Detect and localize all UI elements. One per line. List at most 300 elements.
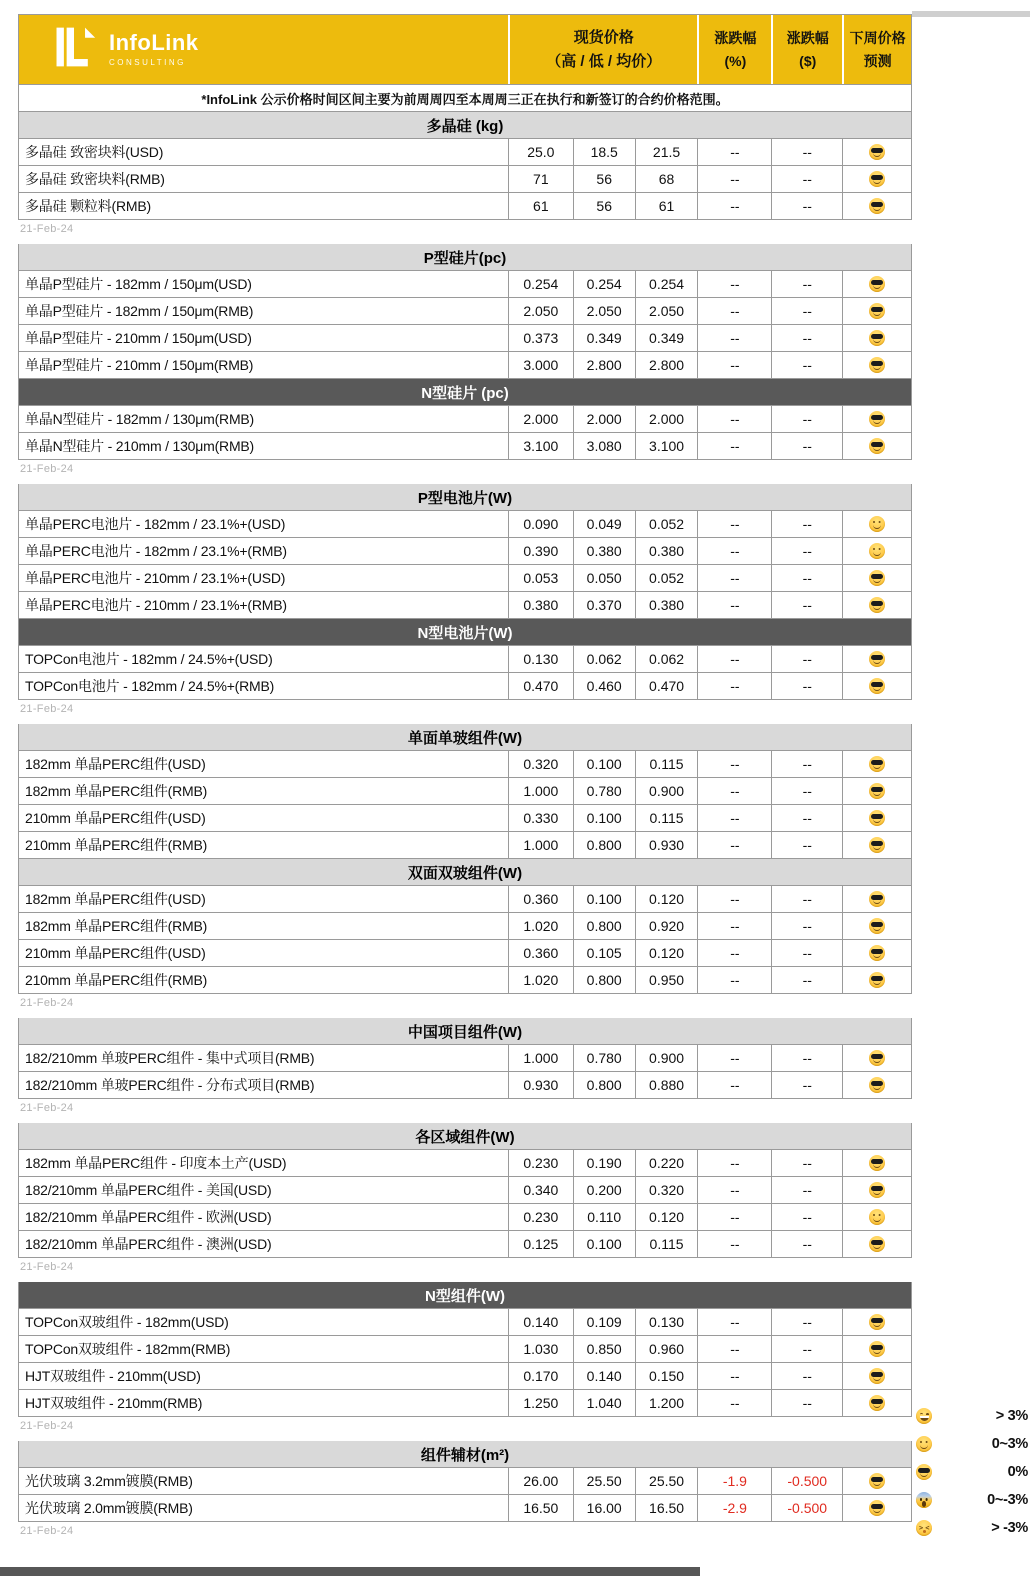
confounded-face-icon	[916, 1520, 932, 1536]
change-usd: --	[771, 1309, 842, 1335]
disclaimer-row	[18, 84, 912, 112]
avg-price: 0.120	[635, 940, 698, 966]
change-percent: --	[697, 1204, 771, 1230]
change-usd: --	[771, 565, 842, 591]
sunglasses-face-icon	[869, 171, 885, 187]
change-percent: --	[697, 325, 771, 351]
low-price: 0.100	[573, 1231, 635, 1257]
avg-price: 21.5	[635, 139, 698, 165]
table-group	[18, 1018, 912, 1099]
sunglasses-face-icon	[869, 1236, 885, 1252]
table-row	[19, 1390, 911, 1417]
forecast-cell	[842, 832, 911, 858]
change-percent: -1.9	[697, 1468, 771, 1494]
change-percent: --	[697, 433, 771, 459]
high-price: 1.020	[508, 967, 573, 993]
section-header: 多晶硅 (kg)	[19, 112, 911, 139]
table-row	[19, 913, 911, 940]
product-name: 单晶P型硅片 - 210mm / 150μm(USD)	[25, 330, 252, 346]
forecast-cell	[842, 1309, 911, 1335]
high-price: 0.230	[508, 1150, 573, 1176]
change-percent: --	[697, 352, 771, 378]
low-price: 0.800	[573, 832, 635, 858]
forecast-cell	[842, 511, 911, 537]
low-price: 0.850	[573, 1336, 635, 1362]
forecast-cell	[842, 1468, 911, 1494]
high-price: 1.000	[508, 778, 573, 804]
high-price: 0.090	[508, 511, 573, 537]
product-name: HJT双玻组件 - 210mm(RMB)	[25, 1395, 203, 1411]
sunglasses-face-icon	[869, 1500, 885, 1516]
avg-price: 0.930	[635, 832, 698, 858]
high-price: 0.254	[508, 271, 573, 297]
sunglasses-face-icon	[869, 357, 885, 373]
forecast-cell	[842, 1363, 911, 1389]
table-row	[19, 1468, 911, 1495]
change-usd: --	[771, 1177, 842, 1203]
change-percent: --	[697, 166, 771, 192]
column-header-change-pct	[697, 15, 771, 84]
scream-face-icon	[916, 1492, 932, 1508]
product-name: 182mm 单晶PERC组件 - 印度本土产(USD)	[25, 1155, 287, 1171]
forecast-cell	[842, 166, 911, 192]
forecast-cell	[842, 1495, 911, 1521]
high-price: 2.050	[508, 298, 573, 324]
change-percent: --	[697, 751, 771, 777]
product-name: 182/210mm 单晶PERC组件 - 欧洲(USD)	[25, 1209, 272, 1225]
change-percent: --	[697, 805, 771, 831]
change-usd: --	[771, 778, 842, 804]
high-price: 0.360	[508, 886, 573, 912]
product-name: 182mm 单晶PERC组件(RMB)	[25, 783, 208, 799]
column-header-forecast	[842, 15, 911, 84]
avg-price: 2.800	[635, 352, 698, 378]
high-price: 26.00	[508, 1468, 573, 1494]
sunglasses-face-icon	[869, 144, 885, 160]
sunglasses-face-icon	[869, 1473, 885, 1489]
product-name: HJT双玻组件 - 210mm(USD)	[25, 1368, 201, 1384]
forecast-cell	[842, 967, 911, 993]
low-price: 18.5	[573, 139, 635, 165]
change-percent: --	[697, 1150, 771, 1176]
product-name: 多晶硅 致密块料(USD)	[25, 144, 164, 160]
low-price: 0.780	[573, 778, 635, 804]
low-price: 0.100	[573, 805, 635, 831]
high-price: 1.020	[508, 913, 573, 939]
section-header: P型电池片(W)	[19, 484, 911, 511]
low-price: 0.200	[573, 1177, 635, 1203]
low-price: 3.080	[573, 433, 635, 459]
section-header: 各区域组件(W)	[19, 1123, 911, 1150]
change-usd: --	[771, 832, 842, 858]
high-price: 0.340	[508, 1177, 573, 1203]
change-usd: --	[771, 673, 842, 699]
table-row	[19, 1231, 911, 1258]
legend-item	[916, 1486, 1028, 1514]
table-row	[19, 673, 911, 700]
brand-name: InfoLink	[109, 30, 199, 55]
product-name: 光伏玻璃 2.0mm镀膜(RMB)	[25, 1500, 193, 1516]
low-price: 0.370	[573, 592, 635, 618]
table-row	[19, 967, 911, 994]
sunglasses-face-icon	[869, 651, 885, 667]
avg-price: 0.120	[635, 1204, 698, 1230]
product-name: 210mm 单晶PERC组件(USD)	[25, 810, 206, 826]
forecast-cell	[842, 433, 911, 459]
product-name: 210mm 单晶PERC组件(RMB)	[25, 972, 208, 988]
change-usd: --	[771, 193, 842, 219]
high-price: 0.053	[508, 565, 573, 591]
table-row	[19, 193, 911, 220]
low-price: 0.800	[573, 913, 635, 939]
table-row	[19, 433, 911, 460]
change-usd: --	[771, 1204, 842, 1230]
avg-price: 0.470	[635, 673, 698, 699]
masthead	[18, 14, 912, 84]
low-price: 0.140	[573, 1363, 635, 1389]
low-price: 0.100	[573, 751, 635, 777]
table-group	[18, 244, 912, 460]
forecast-cell	[842, 1336, 911, 1362]
avg-price: 0.320	[635, 1177, 698, 1203]
change-percent: --	[697, 1309, 771, 1335]
forecast-cell	[842, 592, 911, 618]
table-row	[19, 940, 911, 967]
forecast-cell	[842, 778, 911, 804]
high-price: 3.000	[508, 352, 573, 378]
low-price: 2.000	[573, 406, 635, 432]
avg-price: 0.880	[635, 1072, 698, 1098]
table-row	[19, 1072, 911, 1099]
legend-label: 0~3%	[991, 1436, 1028, 1452]
sunglasses-face-icon	[869, 1155, 885, 1171]
forecast-cell	[842, 193, 911, 219]
change-percent: --	[697, 673, 771, 699]
high-price: 0.360	[508, 940, 573, 966]
change-usd: --	[771, 646, 842, 672]
product-name: 182mm 单晶PERC组件(USD)	[25, 891, 206, 907]
change-percent: --	[697, 1363, 771, 1389]
smile-face-icon	[869, 1209, 885, 1225]
product-name: 210mm 单晶PERC组件(RMB)	[25, 837, 208, 853]
product-name: 多晶硅 颗粒料(RMB)	[25, 198, 151, 214]
avg-price: 0.220	[635, 1150, 698, 1176]
change-percent: --	[697, 940, 771, 966]
high-price: 0.390	[508, 538, 573, 564]
sunglasses-face-icon	[869, 756, 885, 772]
product-name: 多晶硅 致密块料(RMB)	[25, 171, 165, 187]
change-usd: --	[771, 406, 842, 432]
spot-price-label: 现货价格	[573, 28, 634, 46]
low-price: 0.190	[573, 1150, 635, 1176]
table-group	[18, 1282, 912, 1417]
avg-price: 68	[635, 166, 698, 192]
product-name: 单晶P型硅片 - 210mm / 150μm(RMB)	[25, 357, 254, 373]
table-row	[19, 1045, 911, 1072]
date-stamp: 21-Feb-24	[20, 1102, 74, 1114]
sunglasses-face-icon	[869, 678, 885, 694]
change-usd: --	[771, 298, 842, 324]
sunglasses-face-icon	[869, 1050, 885, 1066]
change-usd: --	[771, 1336, 842, 1362]
change-usd: --	[771, 511, 842, 537]
high-price: 2.000	[508, 406, 573, 432]
product-name: 单晶PERC电池片 - 210mm / 23.1%+(USD)	[25, 570, 286, 586]
forecast-label: 下周价格	[849, 30, 906, 47]
change-pct-label: 涨跌幅	[714, 30, 757, 47]
change-usd: -0.500	[771, 1495, 842, 1521]
change-usd: --	[771, 913, 842, 939]
change-percent: --	[697, 565, 771, 591]
table-group	[18, 1441, 912, 1522]
legend-item	[916, 1514, 1028, 1542]
table-group	[18, 112, 912, 220]
table-row	[19, 886, 911, 913]
change-percent: --	[697, 646, 771, 672]
avg-price: 0.380	[635, 592, 698, 618]
sunglasses-face-icon	[869, 303, 885, 319]
table-row	[19, 511, 911, 538]
low-price: 56	[573, 166, 635, 192]
date-stamp: 21-Feb-24	[20, 703, 74, 715]
legend-item	[916, 1458, 1028, 1486]
low-price: 0.105	[573, 940, 635, 966]
change-usd: --	[771, 166, 842, 192]
sunglasses-face-icon	[869, 810, 885, 826]
avg-price: 0.052	[635, 565, 698, 591]
high-price: 0.373	[508, 325, 573, 351]
sunglasses-face-icon	[869, 1341, 885, 1357]
sunglasses-face-icon	[869, 945, 885, 961]
table-row	[19, 751, 911, 778]
smile-face-icon	[869, 543, 885, 559]
legend-label: > -3%	[991, 1520, 1028, 1536]
avg-price: 0.115	[635, 1231, 698, 1257]
sunglasses-face-icon	[869, 411, 885, 427]
table-row	[19, 565, 911, 592]
change-percent: -2.9	[697, 1495, 771, 1521]
sunglasses-face-icon	[869, 918, 885, 934]
legend-label: > 3%	[995, 1408, 1028, 1424]
forecast-cell	[842, 1150, 911, 1176]
product-name: 单晶P型硅片 - 182mm / 150μm(USD)	[25, 276, 252, 292]
low-price: 0.780	[573, 1045, 635, 1071]
low-price: 56	[573, 193, 635, 219]
high-price: 1.030	[508, 1336, 573, 1362]
disclaimer-text: *InfoLink 公示价格时间区间主要为前周周四至本周周三正在执行和新签订的合约价格范围。	[201, 91, 729, 107]
low-price: 0.110	[573, 1204, 635, 1230]
change-usd: --	[771, 592, 842, 618]
table-group	[18, 724, 912, 994]
avg-price: 0.150	[635, 1363, 698, 1389]
section-header: 双面双玻组件(W)	[19, 859, 911, 886]
table-row	[19, 1309, 911, 1336]
sunglasses-face-icon	[869, 597, 885, 613]
sunglasses-face-icon	[869, 1368, 885, 1384]
table-group	[18, 484, 912, 700]
product-name: 单晶PERC电池片 - 182mm / 23.1%+(RMB)	[25, 543, 287, 559]
avg-price: 1.200	[635, 1390, 698, 1416]
change-usd: --	[771, 751, 842, 777]
high-price: 16.50	[508, 1495, 573, 1521]
low-price: 0.109	[573, 1309, 635, 1335]
change-usd: --	[771, 886, 842, 912]
table-row	[19, 271, 911, 298]
product-name: TOPCon双玻组件 - 182mm(RMB)	[25, 1341, 231, 1357]
sunglasses-face-icon	[869, 783, 885, 799]
table-row	[19, 832, 911, 859]
change-usd: --	[771, 433, 842, 459]
product-name: TOPCon电池片 - 182mm / 24.5%+(USD)	[25, 651, 273, 667]
change-usd: --	[771, 1072, 842, 1098]
section-header: 组件辅材(m²)	[19, 1441, 911, 1468]
high-price: 0.140	[508, 1309, 573, 1335]
table-row	[19, 139, 911, 166]
change-percent: --	[697, 967, 771, 993]
product-name: 182mm 单晶PERC组件(USD)	[25, 756, 206, 772]
forecast-cell	[842, 1231, 911, 1257]
change-percent: --	[697, 139, 771, 165]
high-price: 1.000	[508, 832, 573, 858]
high-price: 0.170	[508, 1363, 573, 1389]
avg-price: 25.50	[635, 1468, 698, 1494]
forecast-legend	[916, 1402, 1028, 1542]
avg-price: 0.380	[635, 538, 698, 564]
low-price: 25.50	[573, 1468, 635, 1494]
change-usd: --	[771, 1390, 842, 1416]
avg-price: 0.115	[635, 805, 698, 831]
avg-price: 0.254	[635, 271, 698, 297]
change-usd: --	[771, 967, 842, 993]
forecast-sublabel: 预测	[863, 52, 892, 69]
spot-price-sublabel: （高 / 低 / 均价）	[546, 52, 662, 70]
change-percent: --	[697, 592, 771, 618]
section-header: P型硅片(pc)	[19, 244, 911, 271]
column-header-change-usd	[771, 15, 842, 84]
low-price: 0.049	[573, 511, 635, 537]
legend-item	[916, 1430, 1028, 1458]
smile-face-icon	[869, 516, 885, 532]
table-row	[19, 352, 911, 379]
date-stamp: 21-Feb-24	[20, 997, 74, 1009]
high-price: 0.130	[508, 646, 573, 672]
low-price: 0.460	[573, 673, 635, 699]
table-row	[19, 538, 911, 565]
sunglasses-face-icon	[869, 276, 885, 292]
sunglasses-face-icon	[869, 972, 885, 988]
forecast-cell	[842, 751, 911, 777]
change-percent: --	[697, 778, 771, 804]
change-usd: -0.500	[771, 1468, 842, 1494]
high-price: 25.0	[508, 139, 573, 165]
sunglasses-face-icon	[869, 891, 885, 907]
product-name: 210mm 单晶PERC组件(USD)	[25, 945, 206, 961]
forecast-cell	[842, 352, 911, 378]
high-price: 0.930	[508, 1072, 573, 1098]
table-row	[19, 1495, 911, 1522]
change-usd: --	[771, 139, 842, 165]
avg-price: 0.052	[635, 511, 698, 537]
sunglasses-face-icon	[869, 1395, 885, 1411]
high-price: 1.250	[508, 1390, 573, 1416]
sunglasses-face-icon	[869, 438, 885, 454]
change-percent: --	[697, 271, 771, 297]
legend-item	[916, 1402, 1028, 1430]
change-usd: --	[771, 1363, 842, 1389]
sunglasses-face-icon	[869, 570, 885, 586]
change-percent: --	[697, 538, 771, 564]
table-row	[19, 778, 911, 805]
high-price: 3.100	[508, 433, 573, 459]
price-report	[18, 14, 912, 1546]
avg-price: 0.920	[635, 913, 698, 939]
low-price: 0.380	[573, 538, 635, 564]
avg-price: 0.062	[635, 646, 698, 672]
low-price: 0.100	[573, 886, 635, 912]
avg-price: 0.349	[635, 325, 698, 351]
change-usd: --	[771, 1150, 842, 1176]
change-usd: --	[771, 1231, 842, 1257]
sunglasses-face-icon	[869, 1182, 885, 1198]
avg-price: 3.100	[635, 433, 698, 459]
product-name: 182mm 单晶PERC组件(RMB)	[25, 918, 208, 934]
product-name: 182/210mm 单玻PERC组件 - 分布式项目(RMB)	[25, 1077, 315, 1093]
product-name: TOPCon双玻组件 - 182mm(USD)	[25, 1314, 229, 1330]
table-row	[19, 166, 911, 193]
change-usd: --	[771, 1045, 842, 1071]
forecast-cell	[842, 1177, 911, 1203]
low-price: 0.349	[573, 325, 635, 351]
change-percent: --	[697, 1045, 771, 1071]
brand-subtitle: CONSULTING	[109, 58, 186, 67]
change-usd: --	[771, 538, 842, 564]
low-price: 0.254	[573, 271, 635, 297]
change-percent: --	[697, 298, 771, 324]
forecast-cell	[842, 565, 911, 591]
high-price: 0.330	[508, 805, 573, 831]
section-header: 单面单玻组件(W)	[19, 724, 911, 751]
section-header: 中国项目组件(W)	[19, 1018, 911, 1045]
change-usd: --	[771, 325, 842, 351]
table-row	[19, 646, 911, 673]
change-percent: --	[697, 1231, 771, 1257]
table-row	[19, 805, 911, 832]
avg-price: 0.120	[635, 886, 698, 912]
avg-price: 0.960	[635, 1336, 698, 1362]
product-name: 单晶PERC电池片 - 182mm / 23.1%+(USD)	[25, 516, 286, 532]
forecast-cell	[842, 538, 911, 564]
product-name: 单晶P型硅片 - 182mm / 150μm(RMB)	[25, 303, 254, 319]
change-percent: --	[697, 193, 771, 219]
table-row	[19, 1336, 911, 1363]
forecast-cell	[842, 673, 911, 699]
change-percent: --	[697, 913, 771, 939]
product-name: 单晶N型硅片 - 210mm / 130μm(RMB)	[25, 438, 255, 454]
table-groups	[18, 112, 912, 1539]
avg-price: 2.050	[635, 298, 698, 324]
section-header: N型组件(W)	[19, 1282, 911, 1309]
high-price: 0.125	[508, 1231, 573, 1257]
product-name: TOPCon电池片 - 182mm / 24.5%+(RMB)	[25, 678, 275, 694]
low-price: 0.050	[573, 565, 635, 591]
change-usd-label: 涨跌幅	[786, 30, 829, 47]
avg-price: 0.900	[635, 778, 698, 804]
avg-price: 0.130	[635, 1309, 698, 1335]
legend-label: 0~-3%	[987, 1492, 1028, 1508]
infolink-logo	[19, 15, 508, 84]
change-percent: --	[697, 1390, 771, 1416]
section-header: N型电池片(W)	[19, 619, 911, 646]
